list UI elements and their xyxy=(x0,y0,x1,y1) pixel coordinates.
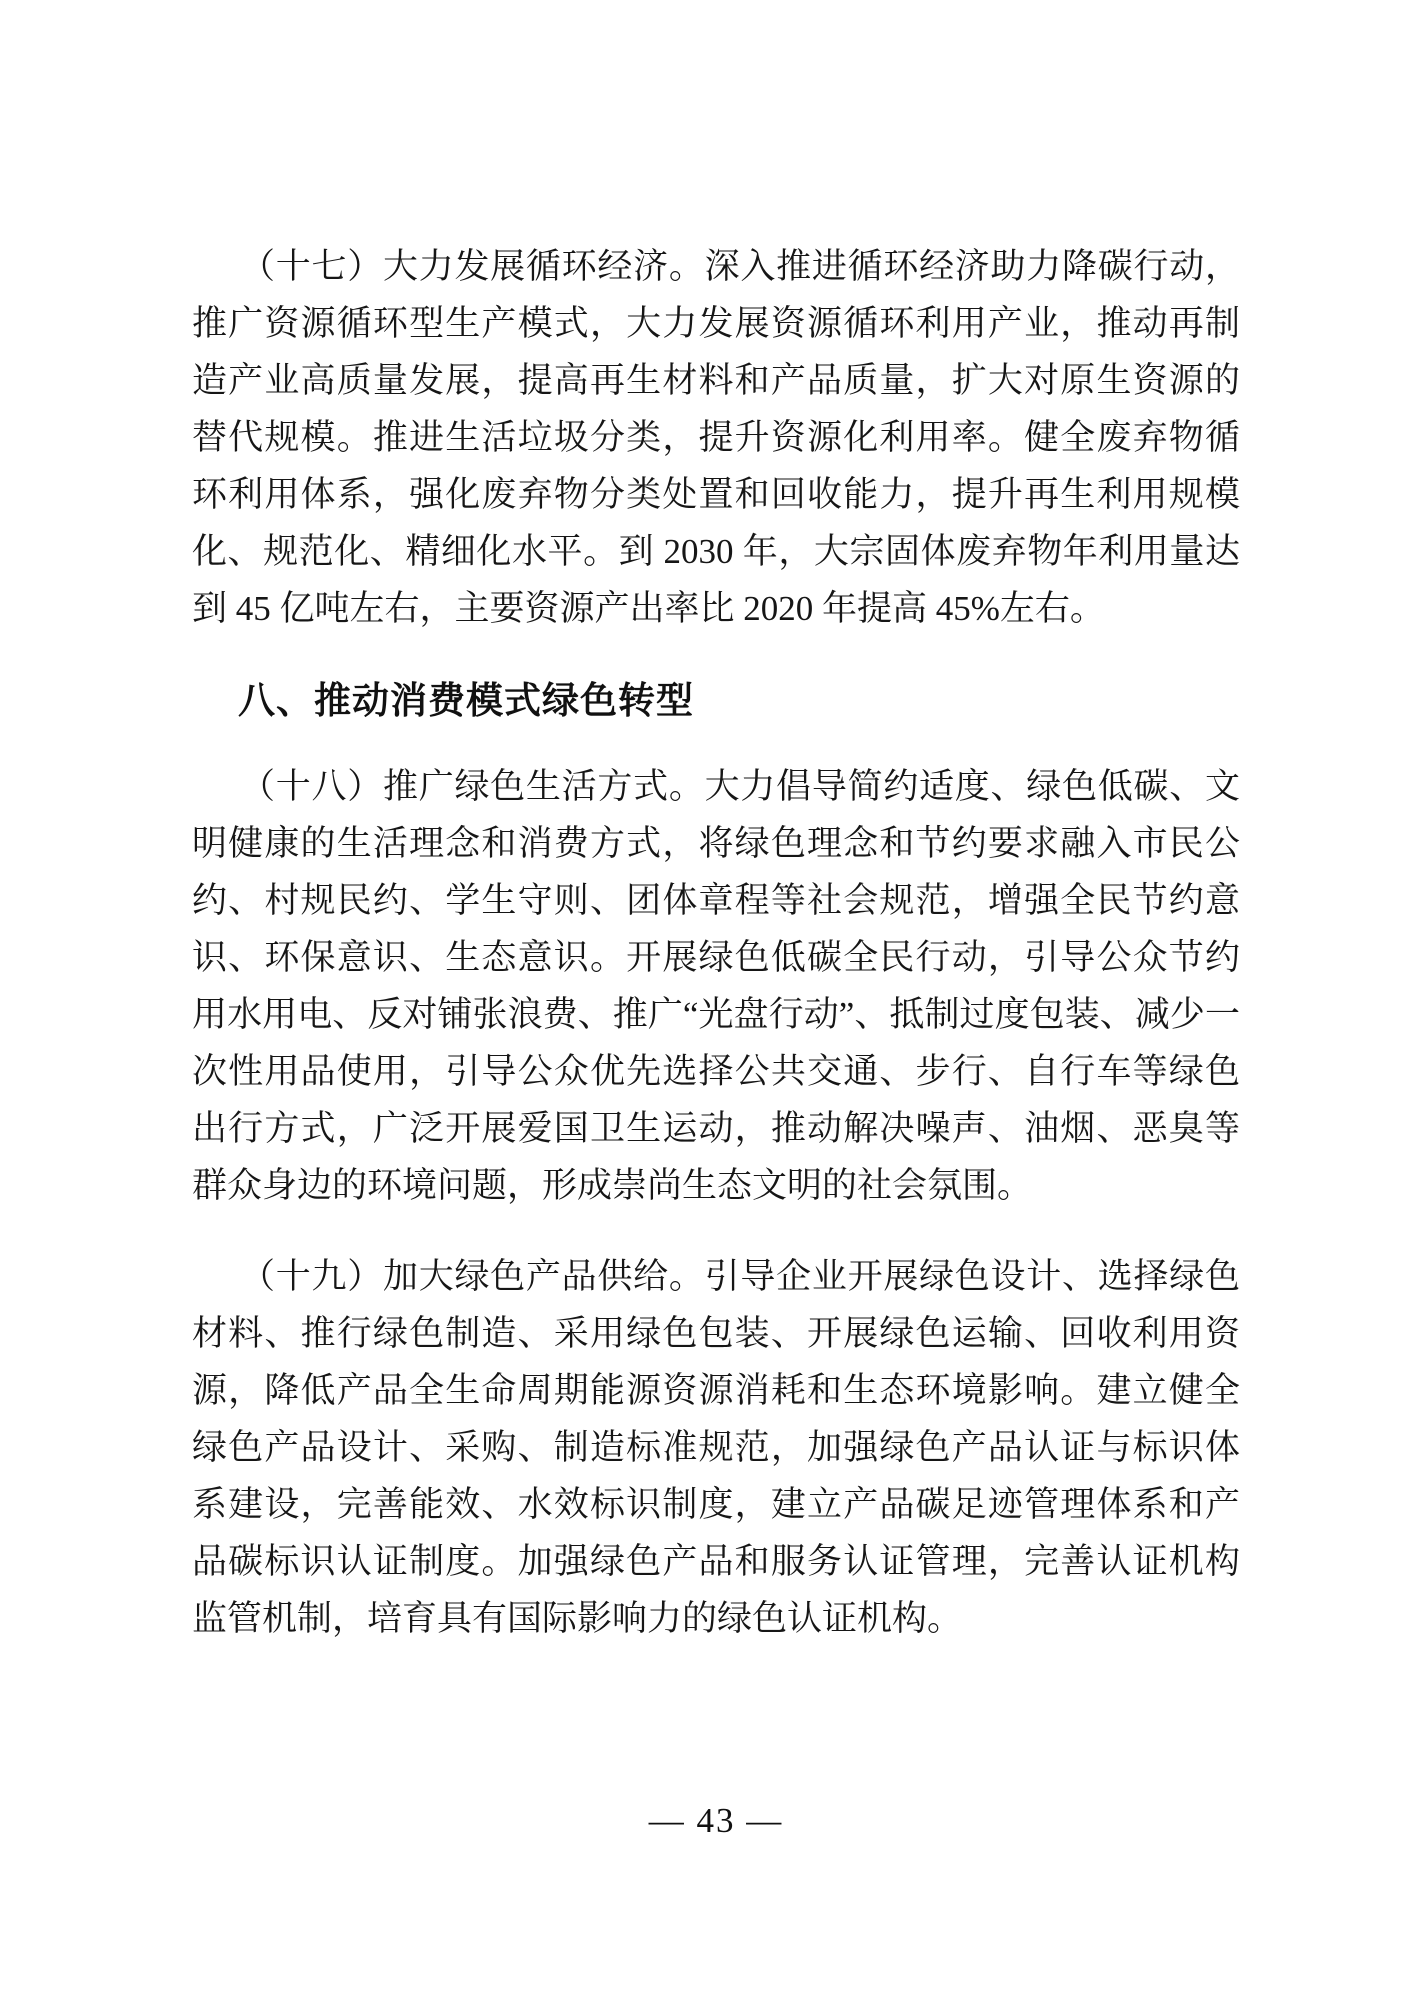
page-number: — 43 — xyxy=(648,1801,784,1840)
paragraph-18-green-lifestyle: （十八）推广绿色生活方式。大力倡导简约适度、绿色低碳、文明健康的生活理念和消费方式，将绿色理念和节约要求融入市民公约、村规民约、学生守则、团体章程等社会规范，增强全民节约意识、环保意识、生态意识。开展绿色低碳全民行动，引导公众节约用水用电、反对铺张浪费、推广“光盘行动”、抵制过度包装、减少一次性用品使用，引导公众优先选择公共交通、步行、自行车等绿色出行方式，广泛开展爱国卫生运动，推动解决噪声、油烟、恶臭等群众身边的环境问题，形成崇尚生态文明的社会氛围。 xyxy=(192,767,1240,1205)
paragraph-19-green-products: （十九）加大绿色产品供给。引导企业开展绿色设计、选择绿色材料、推行绿色制造、采用绿色包装、开展绿色运输、回收利用资源，降低产品全生命周期能源资源消耗和生态环境影响。建立健全绿色产品设计、采购、制造标准规范，加强绿色产品认证与标识体系建设，完善能效、水效标识制度，建立产品碳足迹管理体系和产品碳标识认证制度。加强绿色产品和服务认证管理，完善认证机构监管机制，培育具有国际影响力的绿色认证机构。 xyxy=(192,1257,1240,1638)
paragraph-17-circular-economy: （十七）大力发展循环经济。深入推进循环经济助力降碳行动，推广资源循环型生产模式，大力发展资源循环利用产业，推动再制造产业高质量发展，提高再生材料和产品质量，扩大对原生资源的替代规模。推进生活垃圾分类，提升资源化利用率。健全废弃物循环利用体系，强化废弃物分类处置和回收能力，提升再生利用规模化、规范化、精细化水平。到 2030 年，大宗固体废弃物年利用量达到 45 亿吨左右，主要资源产出率比 2020 年提高 45%左右。 xyxy=(192,247,1240,628)
page-footer xyxy=(192,1796,1240,1846)
section-heading-8-green-consumption: 八、推动消费模式绿色转型 xyxy=(238,680,694,721)
